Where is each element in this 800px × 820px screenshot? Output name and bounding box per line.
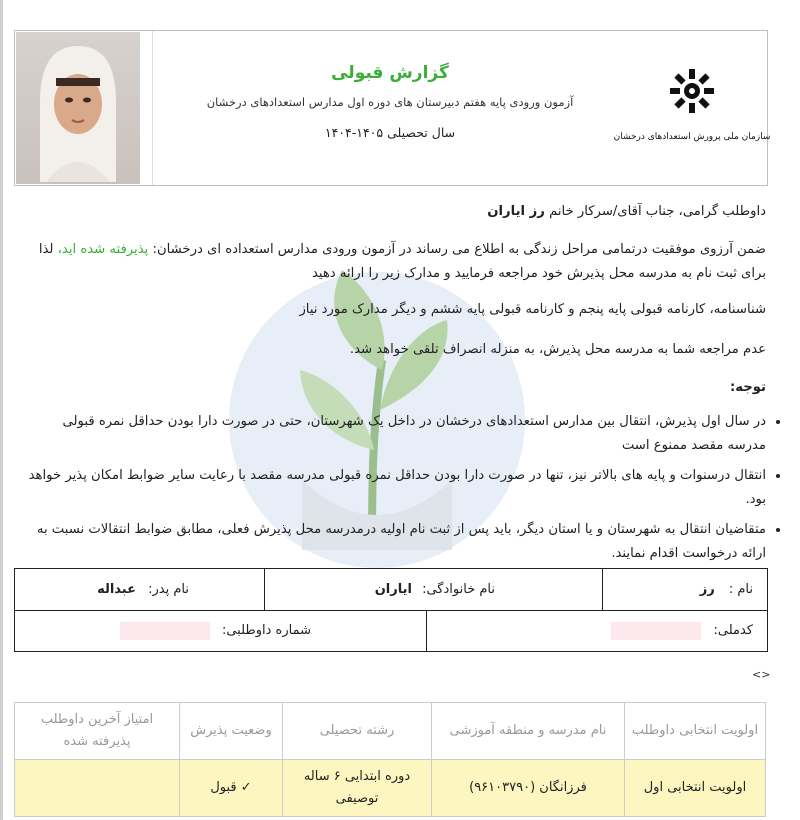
- last-score-cell: [15, 760, 180, 817]
- priority-cell: اولویت انتخابی اول: [625, 760, 766, 817]
- applicant-name: رز ایاران: [487, 204, 545, 219]
- organization-name: سازمان ملی پرورش استعدادهای درخشان: [613, 132, 771, 142]
- report-header: [14, 30, 771, 186]
- header-text: [155, 31, 625, 185]
- table-row: [15, 760, 766, 817]
- applicant-number-redacted: [120, 622, 210, 640]
- school-cell: فرزانگان (۹۶۱۰۳۷۹۰): [432, 760, 625, 817]
- acceptance-paragraph: ضمن آرزوی موفقیت درتمامی مراحل زندگی به اطلاع می رساند در آزمون ورودی مدارس استعداده ای درخشان: پذیرفته شده اید، لذا برای ثبت نام به مدرسه محل پذیرش خود مراجعه فرمایید و مدارک زیر را ارائه دهید: [38, 242, 766, 281]
- first-name-cell: نام : رز: [699, 582, 753, 597]
- col-field: رشته تحصیلی: [283, 703, 432, 760]
- header-divider: [152, 31, 153, 185]
- status-cell: ✓ قبول: [180, 760, 283, 817]
- results-header-row: [15, 703, 766, 760]
- applicant-info-table: [14, 568, 768, 652]
- note-item: • متقاضیان انتقال به شهرستان و یا استان دیگر، باید پس از ثبت نام اولیه درمدرسه محل پذیرش فعلی، مطابق ضوابط انتقالات نسبت به ارائه درخواست اقدام نمایند.: [20, 518, 766, 566]
- national-id-cell: کدملی:: [611, 610, 753, 651]
- no-show-warning: عدم مراجعه شما به مدرسه محل پذیرش، به منزله انصراف تلقی خواهد شد.: [349, 342, 766, 357]
- expand-toggle[interactable]: <>: [752, 668, 771, 681]
- organization-logo: [613, 67, 771, 157]
- report-title: گزارش قبولی: [331, 63, 449, 83]
- info-row: [15, 610, 767, 651]
- col-status: وضعیت پذیرش: [180, 703, 283, 760]
- national-id-redacted: [611, 622, 701, 640]
- last-name-cell: نام خانوادگی: ایاران: [374, 582, 495, 597]
- father-name-cell: نام پدر: عبداله: [97, 582, 189, 597]
- academic-year: سال تحصیلی ۱۴۰۵-۱۴۰۴: [324, 125, 456, 140]
- first-name-value: رز: [699, 582, 715, 597]
- last-name-value: ایاران: [374, 582, 412, 597]
- col-school: نام مدرسه و منطقه آموزشی: [432, 703, 625, 760]
- col-priority: اولویت انتخابی داوطلب: [625, 703, 766, 760]
- father-name-value: عبداله: [97, 582, 136, 597]
- results-table: [14, 702, 766, 817]
- note-item: • در سال اول پذیرش، انتقال بین مدارس استعدادهای درخشان در داخل یک شهرستان، حتی در صورت دارا بودن حداقل نمره قبولی مدرسه مقصد ممنوع است: [20, 410, 766, 458]
- report-subtitle: آزمون ورودی پایه هفتم دبیرستان های دوره اول مدارس استعدادهای درخشان: [206, 95, 574, 109]
- required-documents: شناسنامه، کارنامه قبولی پایه پنجم و کارنامه قبولی پایه ششم و دیگر مدارک مورد نیاز: [299, 302, 766, 317]
- accepted-text: پذیرفته شده اید،: [57, 242, 149, 257]
- col-last-score: امتیاز آخرین داوطلب پذیرفته شده: [15, 703, 180, 760]
- note-item: • انتقال درسنوات و پایه های بالاتر نیز، تنها در صورت دارا بودن حداقل نمره قبولی مدرسه مقصد با رعایت سایر ضوابط امکان پذیر خواهد بود.: [20, 464, 766, 512]
- info-row: [15, 569, 767, 611]
- note-heading: توجه:: [730, 380, 766, 395]
- applicant-number-cell: شماره داوطلبی:: [120, 610, 311, 651]
- applicant-photo: [16, 32, 140, 184]
- page-edge: [0, 0, 3, 820]
- greeting: داوطلب گرامی، جناب آقای/سرکار خانم رز ایاران: [487, 204, 766, 219]
- field-cell: دوره ابتدایی ۶ ساله توصیفی: [283, 760, 432, 817]
- notes-list: [20, 410, 784, 572]
